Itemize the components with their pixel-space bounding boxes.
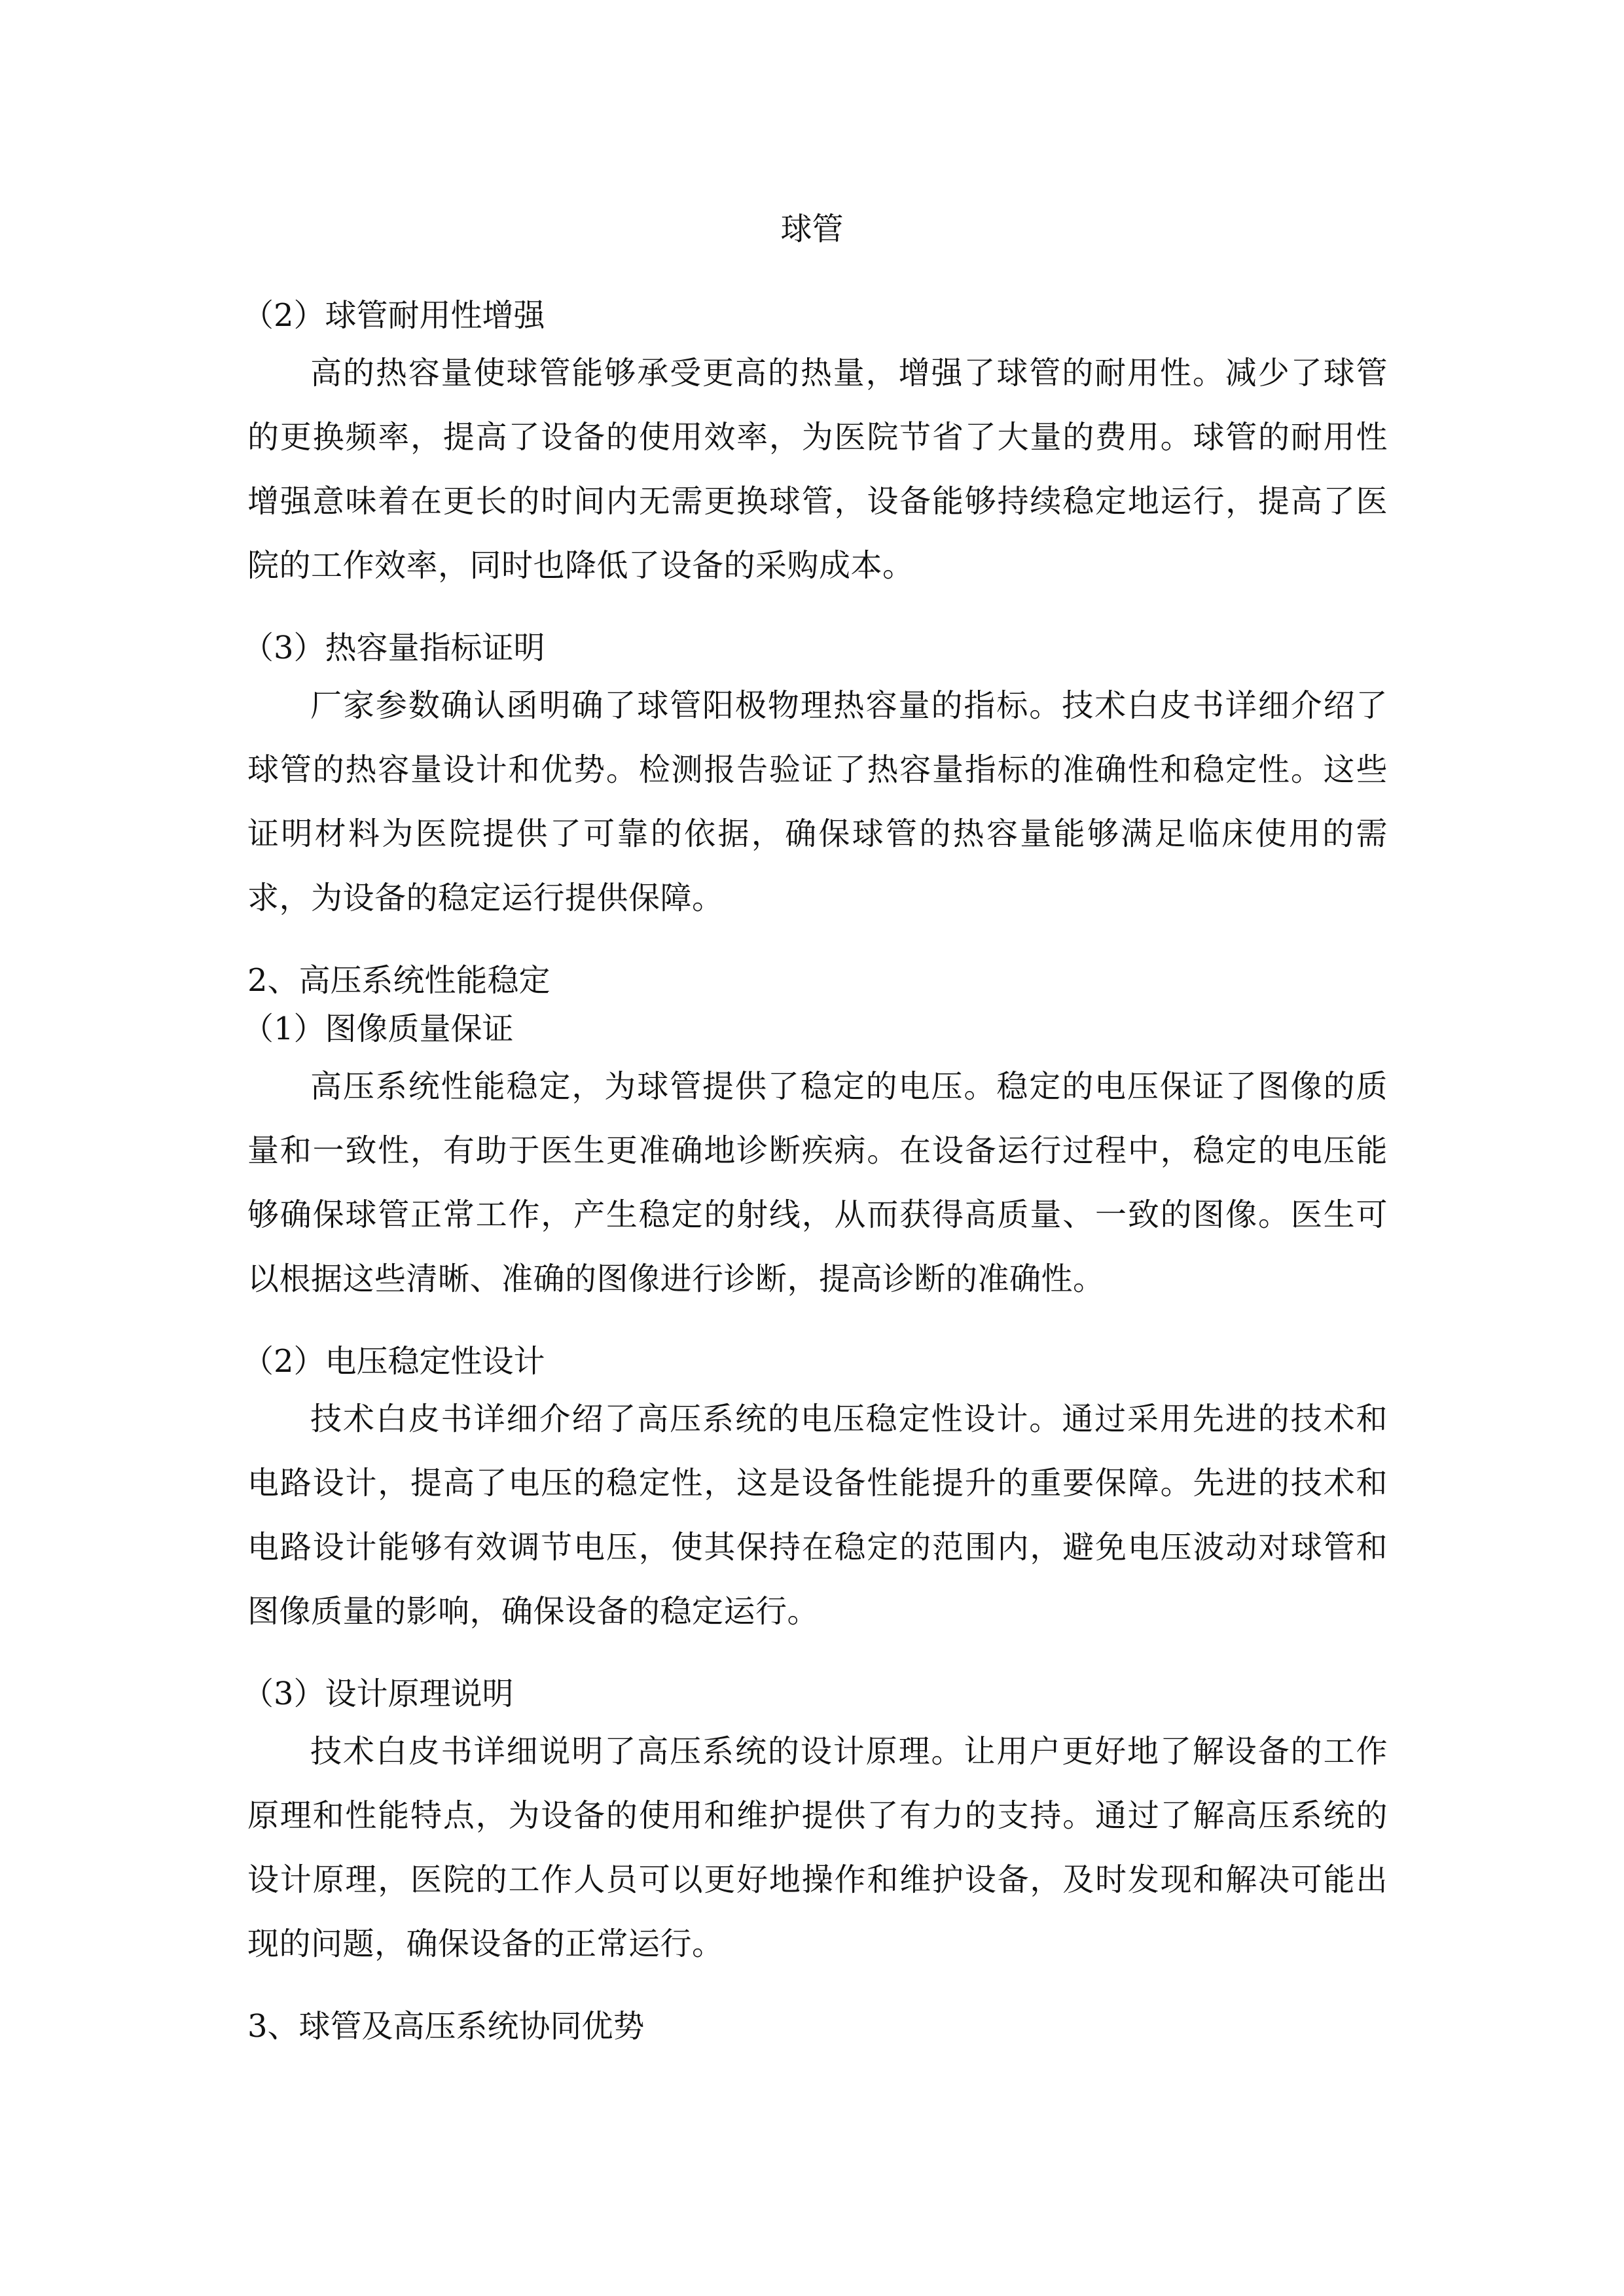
- page-header-title: 球管: [780, 211, 844, 247]
- document-body: [242, 291, 1388, 2051]
- section-heading-synergy: 3、球管及高压系统协同优势: [247, 2008, 645, 2045]
- paragraph-image-quality: 高压系统性能稳定，为球管提供了稳定的电压。稳定的电压保证了图像的质量和一致性，有助于医生更准确地诊断疾病。在设备运行过程中，稳定的电压能够确保球管正常工作，产生稳定的射线，从而获得高质量、一致的图像。医生可以根据这些清晰、准确的图像进行诊断，提高诊断的准确性。: [247, 1068, 1388, 1297]
- subheading-heat-capacity-proof: （3）热容量指标证明: [242, 630, 545, 666]
- paragraph-heat-capacity-proof: 厂家参数确认函明确了球管阳极物理热容量的指标。技术白皮书详细介绍了球管的热容量设计和优势。检测报告验证了热容量指标的准确性和稳定性。这些证明材料为医院提供了可靠的依据，确保球管的热容量能够满足临床使用的需求，为设备的稳定运行提供保障。: [247, 687, 1388, 916]
- subheading-image-quality: （1）图像质量保证: [242, 1011, 514, 1047]
- paragraph-voltage-stability: 技术白皮书详细介绍了高压系统的电压稳定性设计。通过采用先进的技术和电路设计，提高了电压的稳定性，这是设备性能提升的重要保障。先进的技术和电路设计能够有效调节电压，使其保持在稳定的范围内，避免电压波动对球管和图像质量的影响，确保设备的稳定运行。: [247, 1401, 1388, 1630]
- paragraph-durability: 高的热容量使球管能够承受更高的热量，增强了球管的耐用性。减少了球管的更换频率，提高了设备的使用效率，为医院节省了大量的费用。球管的耐用性增强意味着在更长的时间内无需更换球管，设备能够持续稳定地运行，提高了医院的工作效率，同时也降低了设备的采购成本。: [247, 355, 1388, 584]
- paragraph-design-principle: 技术白皮书详细说明了高压系统的设计原理。让用户更好地了解设备的工作原理和性能特点，为设备的使用和维护提供了有力的支持。通过了解高压系统的设计原理，医院的工作人员可以更好地操作和维护设备，及时发现和解决可能出现的问题，确保设备的正常运行。: [247, 1733, 1388, 1962]
- subheading-voltage-stability: （2）电压稳定性设计: [242, 1343, 545, 1380]
- section-heading-high-voltage: 2、高压系统性能稳定: [247, 962, 550, 999]
- subheading-design-principle: （3）设计原理说明: [242, 1676, 514, 1712]
- subheading-durability: （2）球管耐用性增强: [242, 297, 545, 334]
